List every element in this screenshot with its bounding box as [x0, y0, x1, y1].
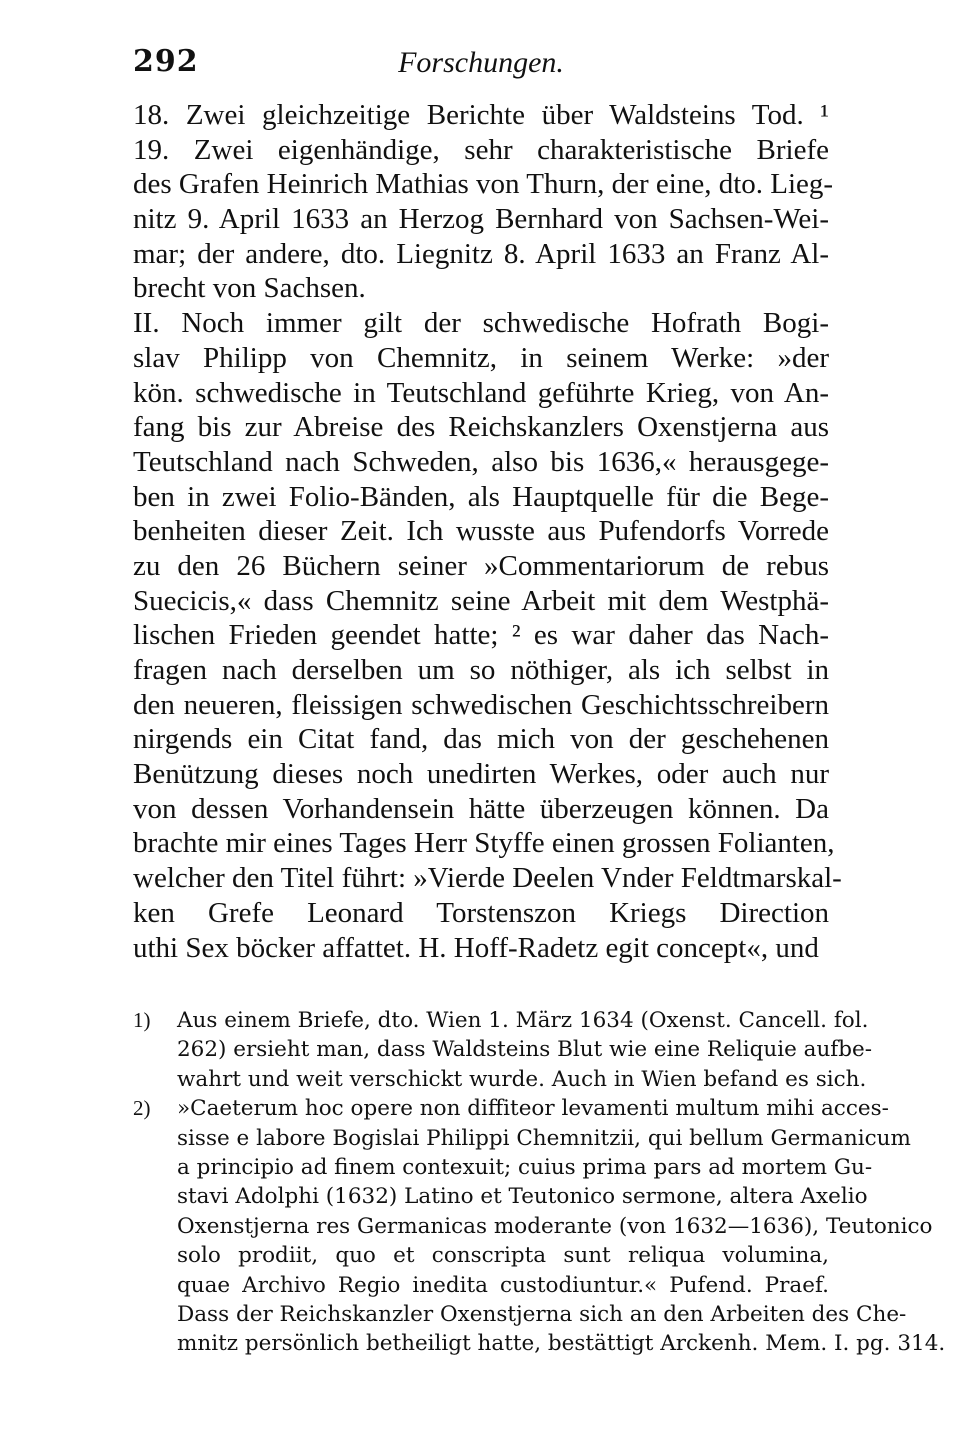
- text-line: brecht von Sachsen.: [133, 272, 366, 305]
- text-line: ken Grefe Leonard Torstenszon Kriegs Direction: [133, 896, 829, 929]
- text-line: ben in zwei Folio-Bänden, als Hauptquelle für die Bege-: [133, 480, 829, 513]
- footnote-line: »Caeterum hoc opere non diffiteor levamenti multum mihi acces-: [177, 1096, 889, 1122]
- footnote-line: 262) ersieht man, dass Waldsteins Blut wie eine Reliquie aufbe-: [177, 1037, 873, 1063]
- running-title: Forschungen.: [398, 46, 564, 79]
- text-line: welcher den Titel führt: »Vierde Deelen Vnder Feldtmarskal-: [133, 862, 842, 895]
- footnote-line: a principio ad finem contexuit; cuius prima pars ad mortem Gu-: [177, 1154, 873, 1180]
- text-line: mar; der andere, dto. Liegnitz 8. April 1633 an Franz Al-: [133, 237, 829, 270]
- footnote-line: sisse e labore Bogislai Philippi Chemnitzii, qui bellum Germanicum: [177, 1125, 911, 1151]
- text-line: 18. Zwei gleichzeitige Berichte über Waldsteins Tod. ¹: [133, 99, 829, 131]
- text-line: II. Noch immer gilt der schwedische Hofrath Bogi-: [133, 307, 829, 340]
- text-line: 19. Zwei eigenhändige, sehr charakteristische Briefe: [133, 133, 829, 166]
- footnote-line: wahrt und weit verschickt wurde. Auch in Wien befand es sich.: [177, 1066, 867, 1092]
- text-line: Teutschland nach Schweden, also bis 1636,« herausgege-: [133, 445, 829, 478]
- footnote-line: solo prodiit, quo et conscripta sunt reliqua volumina,: [177, 1243, 829, 1269]
- footnote-line: quae Archivo Regio inedita custodiuntur.« Pufend. Praef.: [177, 1272, 829, 1298]
- text-line: kön. schwedische in Teutschland geführte Krieg, von An-: [133, 376, 829, 409]
- footnote: [133, 1094, 946, 1359]
- footnote-line: mnitz persönlich betheiligt hatte, bestättigt Arckenh. Mem. I. pg. 314.: [177, 1331, 946, 1357]
- footnote-label: 1): [133, 1008, 151, 1032]
- footnote: [133, 1006, 873, 1094]
- text-line: uthi Sex böcker affattet. H. Hoff-Radetz egit concept«, und: [133, 931, 819, 964]
- footnote-line: Dass der Reichskanzler Oxenstjerna sich an den Arbeiten des Che-: [177, 1301, 907, 1327]
- text-line: Suecicis,« dass Chemnitz seine Arbeit mit dem Westphä-: [133, 584, 829, 617]
- main-text: [133, 98, 842, 965]
- text-line: von dessen Vorhandensein hätte überzeugen können. Da: [133, 792, 829, 825]
- text-line: des Grafen Heinrich Mathias von Thurn, der eine, dto. Lieg-: [133, 168, 834, 201]
- footnote-label: 2): [133, 1096, 151, 1121]
- text-line: Benützung dieses noch unedirten Werkes, oder auch nur: [133, 758, 829, 791]
- page-header: [133, 38, 829, 82]
- footnote-line: Aus einem Briefe, dto. Wien 1. März 1634 (Oxenst. Cancell. fol.: [177, 1008, 869, 1033]
- text-line: nitz 9. April 1633 an Herzog Bernhard von Sachsen-Wei-: [133, 203, 829, 236]
- text-line: fang bis zur Abreise des Reichskanzlers Oxenstjerna aus: [133, 411, 829, 444]
- footnote-line: Oxenstjerna res Germanicas moderante (von 1632—1636), Teutonico: [177, 1213, 933, 1239]
- text-line: nirgends ein Citat fand, das mich von der geschehenen: [133, 723, 829, 756]
- footnote-line: stavi Adolphi (1632) Latino et Teutonico sermone, altera Axelio: [177, 1184, 868, 1210]
- footnotes: [133, 1006, 946, 1359]
- text-line: den neueren, fleissigen schwedischen Geschichtsschreibern: [133, 688, 829, 721]
- text-line: benheiten dieser Zeit. Ich wusste aus Pufendorfs Vorrede: [133, 515, 829, 548]
- page-number: 292: [133, 44, 199, 79]
- text-line: slav Philipp von Chemnitz, in seinem Werke: »der: [133, 341, 829, 374]
- text-line: brachte mir eines Tages Herr Styffe einen grossen Folianten,: [133, 827, 835, 860]
- text-line: fragen nach derselben um so nöthiger, als ich selbst in: [133, 654, 829, 686]
- text-line: lischen Frieden geendet hatte; ² es war daher das Nach-: [133, 619, 829, 652]
- text-line: zu den 26 Büchern seiner »Commentariorum de rebus: [133, 549, 829, 582]
